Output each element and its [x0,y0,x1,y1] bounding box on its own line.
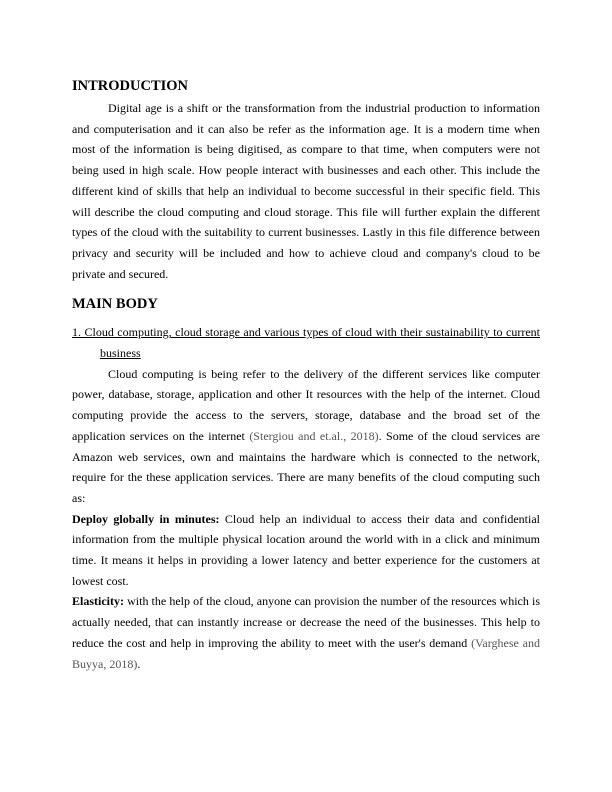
elasticity-text: with the help of the cloud, anyone can provision the number of the resources which is actually needed, that can instantly increase or decrease the need of the businesses. This help to reduce the cost and help in improving the ability to meet with the user's demand [72,594,540,650]
introduction-heading: INTRODUCTION [72,78,189,94]
cloud-computing-paragraph [72,364,540,509]
introduction-paragraph: Digital age is a shift or the transformation from the industrial production to information and computerisation and it can also be refer as the information age. It is a modern time when most of the information is being digitised, as compare to that time, when computers were not being used in high scale. How people interact with businesses and each other. This include the different kind of skills that help an individual to become successful in their specific field. This will describe the cloud computing and cloud storage. This file will further explain the different types of the cloud with the suitability to current businesses. Lastly in this file difference between privacy and security will be included and how to achieve cloud and company's cloud to be private and secured. [72,101,540,281]
deploy-globally-label: Deploy globally in minutes: [72,511,220,526]
citation-stergiou: (Stergiou and et.al., 2018) [249,428,379,443]
cloud-computing-text-part-1: Cloud computing is being refer to the delivery of the different services like computer power, database, storage, application and other It resources with the help of the internet. Cloud computing provide the access to the servers, storage, database and the broad set of the application services on the internet [72,366,540,443]
elasticity-label: Elasticity: [72,594,124,609]
section-1-title: 1. Cloud computing, cloud storage and various types of cloud with their sustainability to current business [72,325,540,361]
main-body-heading: MAIN BODY [72,296,158,313]
cloud-computing-text-part-2: . Some of the cloud services are Amazon web services, own and maintains the hardware which is connected to the network, require for the these application services. There are many benefits of the cloud computing such as: [72,428,541,505]
deploy-globally-paragraph [72,509,540,592]
deploy-globally-text: Cloud help an individual to access their data and confidential information from the multiple physical location around the world with in a click and minimum time. It means it helps in providing a lower latency and better experience for the customers at lowest cost. [72,511,541,588]
document-page [72,78,540,674]
elasticity-paragraph [72,591,540,674]
citation-varghese: (Varghese and Buyya, 2018) [72,635,540,671]
elasticity-end: . [137,656,141,671]
